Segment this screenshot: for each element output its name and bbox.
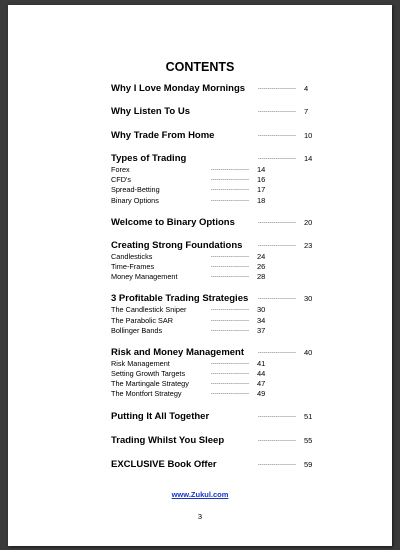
toc-leader-dots: ................... xyxy=(258,347,297,355)
page-title: CONTENTS xyxy=(165,60,235,74)
toc-subentry-page: 18 xyxy=(257,195,266,205)
toc-subentry-page: 26 xyxy=(257,261,266,271)
toc-entry-title: Risk and Money Management xyxy=(111,346,245,358)
toc-entry[interactable] xyxy=(111,129,311,142)
toc-entry-page: 14 xyxy=(304,154,313,163)
toc-entry-page: 10 xyxy=(304,131,313,140)
toc-subentry-page: 28 xyxy=(257,272,266,282)
toc-leader-dots: ................... xyxy=(258,217,297,225)
toc-leader-dots: ................... xyxy=(258,107,297,114)
toc-subentry-page: 47 xyxy=(257,379,266,389)
toc-subentry-title: Forex xyxy=(111,165,130,174)
toc-subentry-title: The Parabolic SAR xyxy=(111,315,174,325)
toc-subentry-title: The Candlestick Sniper xyxy=(111,305,187,315)
toc-entry-title: Trading Whilst You Sleep xyxy=(111,434,225,446)
toc-entry-page: 40 xyxy=(304,347,313,357)
toc-section xyxy=(111,458,311,471)
toc-entry-page: 7 xyxy=(304,107,309,116)
toc-subentry-title: Candlesticks xyxy=(111,251,153,261)
toc-subentry-title: Time-Frames xyxy=(111,261,155,271)
toc-entry-title: EXCLUSIVE Book Offer xyxy=(111,458,217,470)
toc-entry-title: Why I Love Monday Mornings xyxy=(111,83,246,94)
toc-subentry-title: Binary Options xyxy=(111,195,159,205)
toc-section xyxy=(111,82,311,95)
toc-section xyxy=(111,216,311,229)
toc-subentry-title: Money Management xyxy=(111,272,178,282)
toc-entry-title: Creating Strong Foundations xyxy=(111,239,243,251)
toc-subentry-page: 24 xyxy=(257,251,266,261)
toc-leader-dots: ................... xyxy=(211,272,250,280)
toc-entry[interactable] xyxy=(111,105,311,118)
toc-subentry-page: 14 xyxy=(257,165,266,174)
toc-entry-title: Putting It All Together xyxy=(111,410,210,422)
website-link[interactable]: www.Zukul.com xyxy=(171,490,229,499)
toc-section xyxy=(111,152,311,206)
toc-leader-dots: ................... xyxy=(258,84,297,91)
toc-subentry[interactable] xyxy=(111,272,311,282)
toc-entry-page: 20 xyxy=(304,217,313,227)
toc-subentry-page: 49 xyxy=(257,389,266,399)
toc-entry-title: 3 Profitable Trading Strategies xyxy=(111,293,249,305)
toc-leader-dots: ................... xyxy=(211,389,250,397)
toc-entry[interactable] xyxy=(111,82,311,95)
toc-section xyxy=(111,410,311,423)
toc-subentry-page: 37 xyxy=(257,325,266,335)
toc-leader-dots: ................... xyxy=(211,358,250,366)
toc-subentry-page: 41 xyxy=(257,358,266,368)
toc-leader-dots: ................... xyxy=(211,379,250,387)
toc-entry-title: Welcome to Binary Options xyxy=(111,216,235,228)
table-of-contents xyxy=(111,82,311,471)
toc-entry-page: 59 xyxy=(304,459,313,469)
toc-subentry-title: Spread-Betting xyxy=(111,185,160,195)
toc-leader-dots: ................... xyxy=(258,131,297,138)
toc-section xyxy=(111,346,311,400)
toc-leader-dots: ................... xyxy=(258,240,297,248)
toc-section xyxy=(111,129,311,142)
toc-entry[interactable] xyxy=(111,410,311,423)
toc-entry-title: Why Listen To Us xyxy=(111,106,190,117)
toc-subentry-title: Risk Management xyxy=(111,358,170,368)
toc-subentry-title: Bollinger Bands xyxy=(111,325,163,335)
toc-entry-title: Why Trade From Home xyxy=(111,130,215,141)
toc-subentry-page: 44 xyxy=(257,369,266,379)
toc-subentry[interactable] xyxy=(111,326,311,336)
toc-subentry-title: The Martingale Strategy xyxy=(111,379,189,389)
toc-subentry-page: 16 xyxy=(257,175,266,185)
toc-subentry-page: 34 xyxy=(257,315,266,325)
document-page xyxy=(8,5,392,546)
page-number: 3 xyxy=(197,512,203,521)
toc-subentry[interactable] xyxy=(111,196,311,206)
toc-leader-dots: ................... xyxy=(211,195,250,203)
toc-leader-dots: ................... xyxy=(211,251,250,259)
toc-entry-page: 55 xyxy=(304,435,313,445)
toc-section xyxy=(111,292,311,336)
toc-section xyxy=(111,434,311,447)
toc-leader-dots: ................... xyxy=(258,459,297,467)
toc-entry-title: Types of Trading xyxy=(111,153,187,164)
toc-leader-dots: ................... xyxy=(211,185,250,193)
toc-leader-dots: ................... xyxy=(211,325,250,333)
toc-leader-dots: ................... xyxy=(211,175,250,183)
toc-leader-dots: ................... xyxy=(258,435,297,443)
toc-subentry[interactable] xyxy=(111,389,311,399)
toc-subentry-page: 17 xyxy=(257,185,266,195)
toc-entry-page: 51 xyxy=(304,411,313,421)
toc-leader-dots: ................... xyxy=(211,261,250,269)
toc-leader-dots: ................... xyxy=(211,369,250,377)
toc-entry-page: 23 xyxy=(304,240,313,250)
toc-leader-dots: ................... xyxy=(258,411,297,419)
toc-leader-dots: ................... xyxy=(211,315,250,323)
toc-entry[interactable] xyxy=(111,458,311,471)
toc-subentry-title: CFD's xyxy=(111,175,132,185)
toc-entry-page: 4 xyxy=(304,84,309,93)
toc-entry[interactable] xyxy=(111,434,311,447)
toc-leader-dots: ................... xyxy=(258,294,297,302)
toc-section xyxy=(111,105,311,118)
toc-subentry-title: The Montfort Strategy xyxy=(111,389,182,399)
toc-subentry-title: Setting Growth Targets xyxy=(111,369,186,379)
toc-leader-dots: ................... xyxy=(211,305,250,313)
toc-section xyxy=(111,239,311,283)
toc-entry[interactable] xyxy=(111,216,311,229)
toc-leader-dots: ................... xyxy=(211,165,250,172)
toc-entry-page: 30 xyxy=(304,294,313,304)
toc-subentry-page: 30 xyxy=(257,305,266,315)
toc-leader-dots: ................... xyxy=(258,154,297,161)
